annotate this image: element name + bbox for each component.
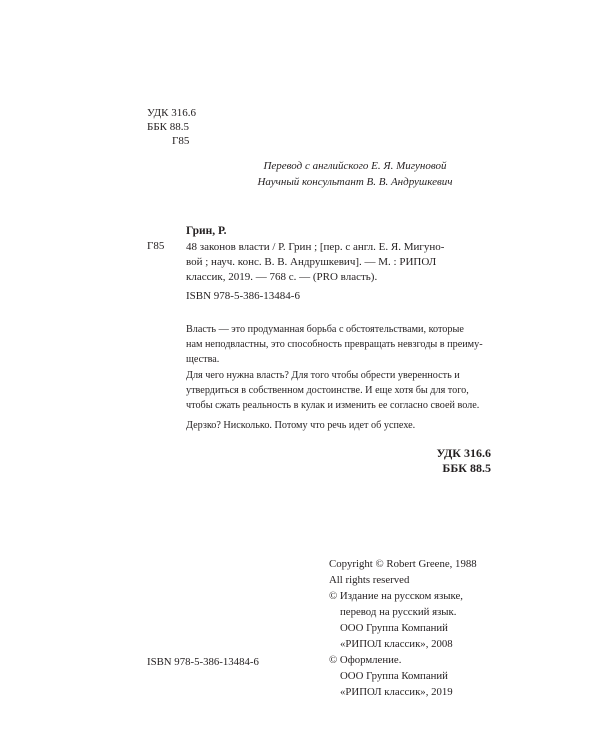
annotation-line: Власть — это продуманная борьба с обстоятельствами, которые: [186, 324, 464, 335]
consultant-credit: Научный консультант В. В. Андрушкевич: [257, 176, 453, 188]
annotation-line: щества.: [186, 354, 220, 365]
catalog-line: 48 законов власти / Р. Грин ; [пер. с англ. Е. Я. Мигуно-: [186, 241, 445, 253]
annotation-line: утвердиться в собственном достоинстве. И еще хотя бы для того,: [186, 385, 469, 396]
copyright-line: перевод на русский язык.: [340, 606, 457, 618]
annotation-paragraph-2: [186, 368, 502, 413]
udk-code-bottom: УДК 316.6: [436, 446, 491, 460]
copyright-line: © Издание на русском языке,: [329, 590, 463, 602]
copyright-block: [329, 556, 477, 700]
copyright-line: ООО Группа Компаний: [340, 670, 448, 682]
copyright-line: All rights reserved: [329, 574, 410, 586]
author-sign: Г85: [172, 135, 190, 147]
catalog-line: вой ; науч. конс. В. В. Андрушкевич]. — М. : РИПОЛ: [186, 256, 437, 268]
classification-block-bottom: [436, 446, 491, 476]
classification-block-top: [147, 106, 196, 148]
copyright-line: ООО Группа Компаний: [340, 622, 448, 634]
annotation-line: Дерзко? Нисколько. Потому что речь идет об успехе.: [186, 420, 416, 431]
catalog-description: [186, 240, 516, 285]
copyright-line: © Оформление.: [329, 654, 402, 666]
udk-code: УДК 316.6: [147, 107, 197, 119]
bbk-code-bottom: ББК 88.5: [442, 461, 491, 475]
annotation-paragraph-3: [186, 418, 502, 433]
annotation-line: Для чего нужна власть? Для того чтобы обрести уверенность и: [186, 370, 460, 381]
catalog-author-code: Г85: [147, 240, 165, 252]
copyright-line: Copyright © Robert Greene, 1988: [329, 558, 477, 570]
isbn-bottom: ISBN 978-5-386-13484-6: [147, 656, 259, 668]
annotation-paragraph-1: [186, 322, 502, 367]
catalog-line: классик, 2019. — 768 с. — (PRO власть).: [186, 271, 378, 283]
catalog-isbn: ISBN 978-5-386-13484-6: [186, 290, 300, 302]
credits-block: [150, 158, 560, 190]
copyright-line: «РИПОЛ классик», 2019: [340, 686, 453, 698]
annotation-line: нам неподвластны, это способность превращать невзгоды в преиму-: [186, 339, 483, 350]
copyright-line: «РИПОЛ классик», 2008: [340, 638, 453, 650]
translator-credit: Перевод с английского Е. Я. Мигуновой: [263, 160, 447, 172]
bbk-code: ББК 88.5: [147, 121, 189, 133]
catalog-author: Грин, Р.: [186, 225, 227, 237]
annotation-line: чтобы сжать реальность в кулак и изменить ее согласно своей воле.: [186, 400, 480, 411]
